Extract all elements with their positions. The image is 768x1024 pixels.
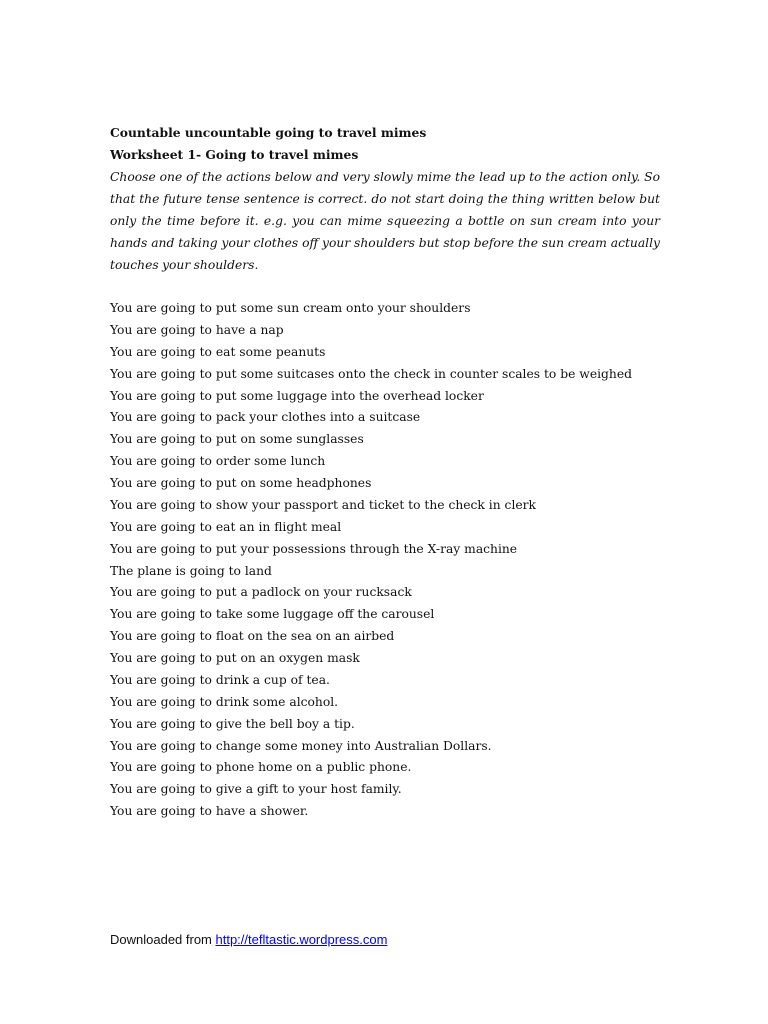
action-item: You are going to put some sun cream onto your shoulders bbox=[110, 301, 471, 315]
action-item: You are going to put on an oxygen mask bbox=[110, 651, 360, 665]
footer bbox=[110, 931, 387, 949]
footer-prefix: Downloaded from bbox=[110, 932, 216, 947]
actions-list bbox=[110, 298, 660, 823]
action-item: You are going to have a nap bbox=[110, 322, 284, 337]
action-item: You are going to put some luggage into the overhead locker bbox=[110, 388, 484, 403]
action-item: You are going to put on some sunglasses bbox=[110, 432, 364, 447]
action-item: You are going to order some lunch bbox=[110, 454, 326, 469]
action-item: You are going to put on some headphones bbox=[110, 476, 372, 490]
action-item: You are going to drink some alcohol. bbox=[110, 694, 339, 709]
action-item: The plane is going to land bbox=[110, 563, 272, 578]
document-title: Countable uncountable going to travel mimes bbox=[110, 125, 427, 140]
action-item: You are going to give a gift to your host family. bbox=[110, 782, 402, 797]
action-item: You are going to phone home on a public phone. bbox=[110, 760, 412, 775]
action-item: You are going to put a padlock on your rucksack bbox=[110, 585, 412, 600]
action-item: You are going to put some suitcases onto the check in counter scales to be weighed bbox=[110, 366, 632, 381]
footer-link[interactable]: http://tefltastic.wordpress.com bbox=[215, 932, 388, 947]
worksheet-content bbox=[110, 122, 660, 823]
action-item: You are going to float on the sea on an airbed bbox=[110, 629, 395, 644]
action-item: You are going to give the bell boy a tip. bbox=[110, 716, 355, 731]
instructions-paragraph: Choose one of the actions below and very slowly mime the lead up to the action only. So that the future tense sentence is correct. do not start doing the thing written below but only the time before it. e.g. you can mime squeezing a bottle on sun cream into your hands and taking your clothes off your shoulders but stop before the sun cream actually touches your shoulders. bbox=[110, 170, 660, 272]
action-item: You are going to eat an in flight meal bbox=[110, 519, 342, 534]
action-item: You are going to pack your clothes into a suitcase bbox=[110, 410, 421, 425]
worksheet-subtitle: Worksheet 1- Going to travel mimes bbox=[110, 147, 359, 162]
action-item: You are going to have a shower. bbox=[110, 804, 309, 819]
action-item: You are going to take some luggage off the carousel bbox=[110, 607, 435, 622]
action-item: You are going to change some money into Australian Dollars. bbox=[110, 738, 492, 753]
action-item: You are going to eat some peanuts bbox=[110, 344, 326, 359]
action-item: You are going to put your possessions through the X-ray machine bbox=[110, 541, 518, 556]
action-item: You are going to drink a cup of tea. bbox=[110, 672, 330, 687]
action-item: You are going to show your passport and ticket to the check in clerk bbox=[110, 497, 536, 512]
